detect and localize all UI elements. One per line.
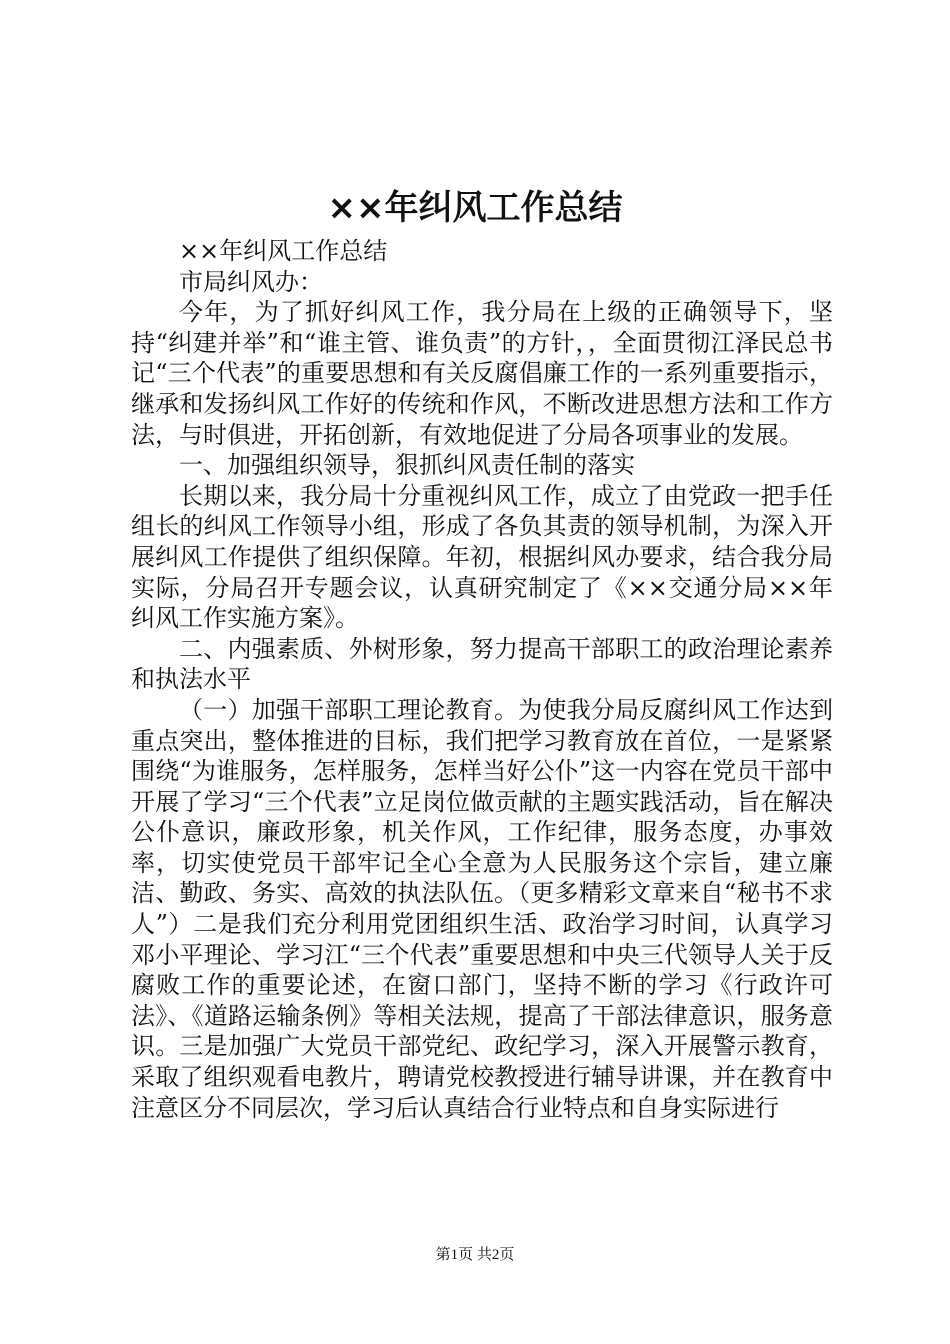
section-heading-1: 一、加强组织领导，狠抓纠风责任制的落实 xyxy=(179,451,635,480)
page-footer: 第1页 共2页 xyxy=(435,1247,515,1263)
paragraph-subtitle: ××年纠风工作总结 xyxy=(179,237,388,265)
section-heading-2: 二、内强素质、外树形象，努力提高干部职工的政治理论素养和执法水平 xyxy=(131,634,833,694)
document-title: ××年纠风工作总结 xyxy=(327,188,623,228)
paragraph-section-2-1: （一）加强干部职工理论教育。为使我分局反腐纠风工作达到重点突出，整体推进的目标，我们把学习教育放在首位，一是紧紧围绕“为谁服务，怎样服务，怎样当好公仆”这一内容在党员干部中开展了学习“三个代表”立足岗位做贡献的主题实践活动，旨在解决公仆意识，廉政形象，机关作风，工作纪律，服务态度，办事效率，切实使党员干部牢记全心全意为人民服务这个宗旨，建立廉洁、勤政、务实、高效的执法队伍。（更多精彩文章来自“秘书不求人”）二是我们充分利用党团组织生活、政治学习时间，认真学习邓小平理论、学习江“三个代表”重要思想和中央三代领导人关于反腐败工作的重要论述，在窗口部门，坚持不断的学习《行政许可法》、《道路运输条例》等相关法规，提高了干部法律意识，服务意识。三是加强广大党员干部党纪、政纪学习，深入开展警示教育，采取了组织观看电教片，聘请党校教授进行辅导讲课，并在教育中注意区分不同层次，学习后认真结合行业特点和自身实际进行 xyxy=(131,695,833,1122)
paragraph-section-1: 长期以来，我分局十分重视纠风工作，成立了由党政一把手任组长的纠风工作领导小组，形成了各负其责的领导机制，为深入开展纠风工作提供了组织保障。年初，根据纠风办要求，结合我分局实际，分局召开专题会议，认真研究制定了《××交通分局××年纠风工作实施方案》。 xyxy=(131,481,833,633)
paragraph-intro: 今年，为了抓好纠风工作，我分局在上级的正确领导下，坚持“纠建并举”和“谁主管、谁负责”的方针，，全面贯彻江泽民总书记“三个代表”的重要思想和有关反腐倡廉工作的一系列重要指示，继承和发扬纠风工作好的传统和作风，不断改进思想方法和工作方法，与时俱进，开拓创新，有效地促进了分局各项事业的发展。 xyxy=(131,298,833,449)
document-body xyxy=(131,236,833,1123)
paragraph-addressee: 市局纠风办： xyxy=(179,267,323,296)
